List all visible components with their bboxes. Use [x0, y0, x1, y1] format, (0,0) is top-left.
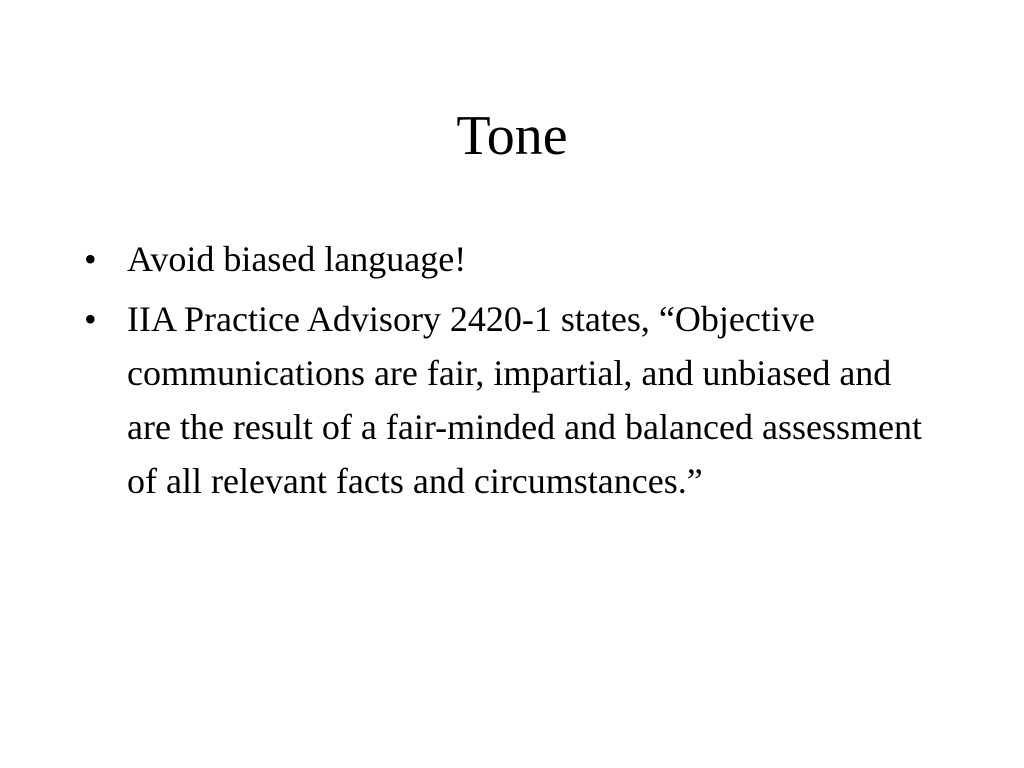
bullet-text: IIA Practice Advisory 2420-1 states, “Objective communications are fair, impartial, and unbiased and are the result of a fair-minded and balanced assessment of all relevant facts and circumstances.” [127, 299, 922, 501]
bullet-text: Avoid biased language! [127, 239, 467, 279]
slide-title: Tone [456, 105, 568, 167]
bullet-list [84, 232, 944, 514]
bullet-icon: • [84, 299, 97, 339]
bullet-icon: • [84, 239, 97, 279]
bullet-item [84, 232, 944, 286]
bullet-item [84, 292, 944, 508]
